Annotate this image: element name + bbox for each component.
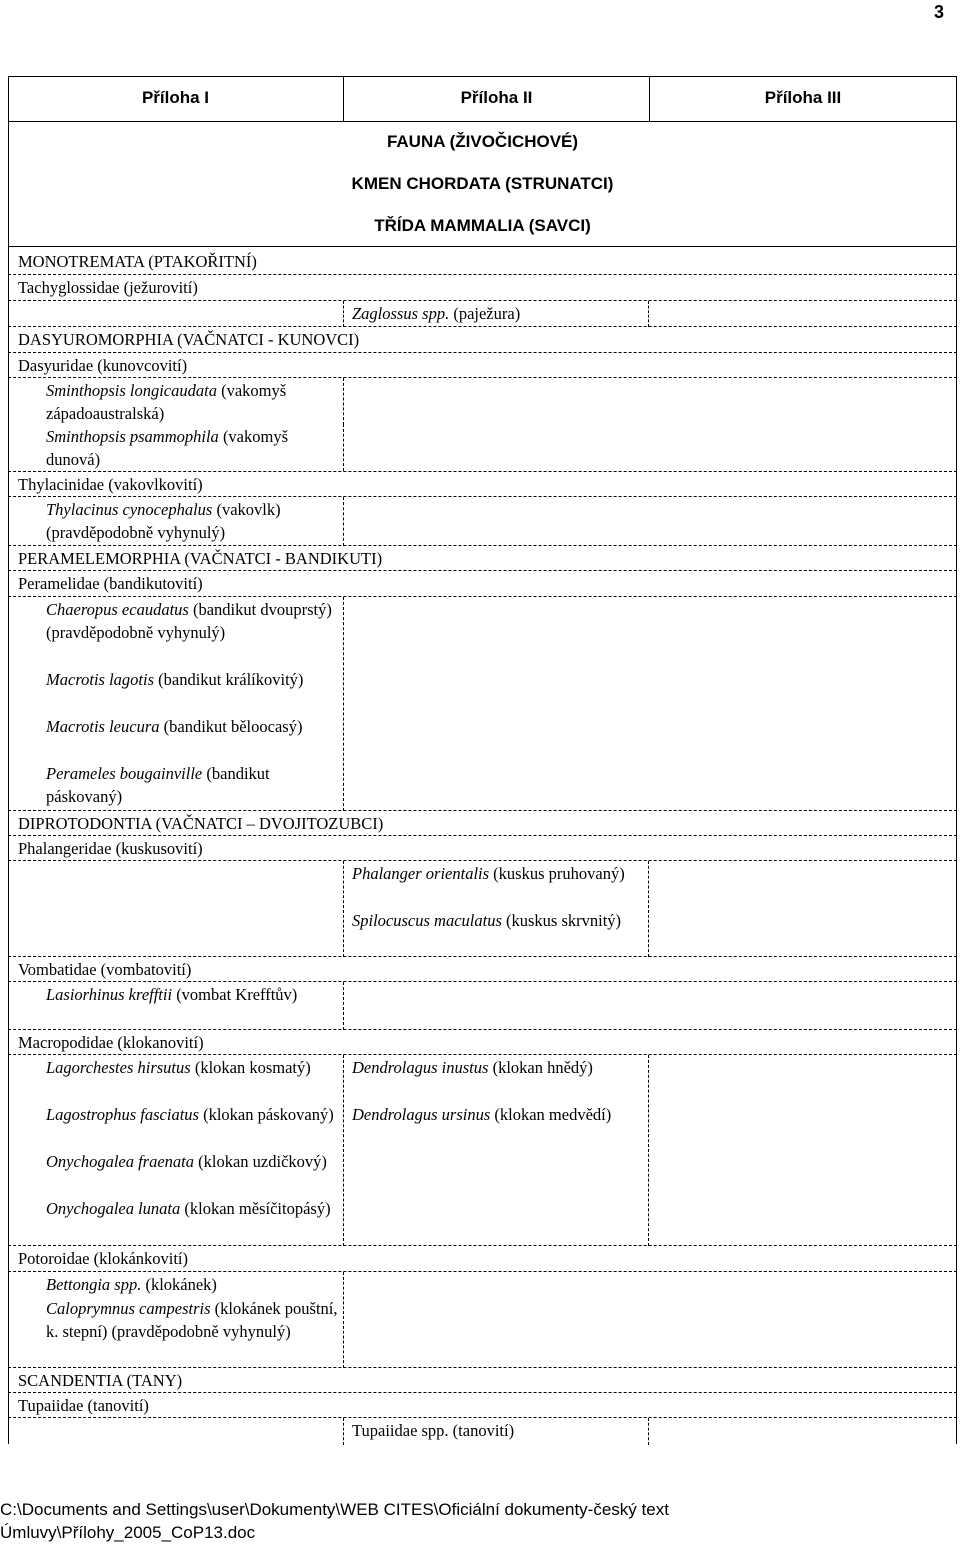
species-entry: Sminthopsis psammophila (vakomyš dunová)	[46, 427, 289, 469]
order-name: PERAMELEMORPHIA (VAČNATCI - BANDIKUTI)	[18, 549, 383, 568]
footer-line: Úmluvy\Přílohy_2005_CoP13.doc	[0, 1523, 256, 1542]
table-row	[8, 326, 957, 353]
family-name: Potoroidae (klokánkovití)	[18, 1249, 189, 1268]
table-row	[8, 860, 957, 957]
species-entry: Bettongia spp. (klokánek)	[46, 1275, 217, 1294]
table-row	[8, 1029, 957, 1055]
header-border-bottom	[8, 121, 957, 122]
title-fauna: FAUNA (ŽIVOČICHOVÉ)	[386, 132, 579, 151]
species-entry: Dendrolagus ursinus (klokan medvědí)	[352, 1105, 612, 1124]
order-name: MONOTREMATA (PTAKOŘITNÍ)	[18, 252, 257, 271]
species-entry: Lasiorhinus krefftii (vombat Krefftův)	[46, 985, 298, 1004]
family-name: Thylacinidae (vakovlkovití)	[18, 475, 203, 494]
family-name: Vombatidae (vombatovití)	[18, 960, 192, 979]
table-row	[8, 981, 957, 1030]
table-row	[8, 1054, 957, 1246]
table-row	[8, 545, 957, 571]
page-number: 3	[934, 2, 945, 22]
species-entry: Onychogalea lunata (klokan měsíčitopásý)	[46, 1199, 331, 1218]
footer-line: C:\Documents and Settings\user\Dokumenty\WEB CITES\Oficiální dokumenty-český text	[0, 1500, 669, 1519]
title-phylum: KMEN CHORDATA (STRUNATCI)	[351, 174, 614, 193]
table-row	[8, 471, 957, 497]
species-entry: Spilocuscus maculatus (kuskus skrvnitý)	[352, 911, 622, 930]
table-border-top	[8, 76, 957, 77]
table-row	[8, 1271, 957, 1368]
table-row	[8, 570, 957, 597]
table-row	[8, 496, 957, 546]
species-entry: Perameles bougainville (bandikut páskovaný)	[46, 764, 270, 806]
species-entry: Lagostrophus fasciatus (klokan páskovaný)	[46, 1105, 334, 1124]
section-divider	[8, 246, 957, 247]
species-entry: Phalanger orientalis (kuskus pruhovaný)	[352, 864, 625, 883]
family-name: Macropodidae (klokanovití)	[18, 1033, 204, 1052]
order-name: DASYUROMORPHIA (VAČNATCI - KUNOVCI)	[18, 330, 360, 349]
family-name: Tupaiidae (tanovití)	[18, 1396, 149, 1415]
table-row	[8, 810, 957, 836]
species-entry: Zaglossus spp. (pаježura)	[352, 304, 521, 323]
header-appendix-2: Příloha II	[460, 88, 533, 107]
family-name: Peramelidae (bandikutovití)	[18, 574, 203, 593]
species-entry: Onychogalea fraenata (klokan uzdičkový)	[46, 1152, 327, 1171]
order-name: SCANDENTIA (TANY)	[18, 1371, 183, 1390]
table-row	[8, 300, 957, 327]
table-row	[8, 1392, 957, 1418]
species-entry: Sminthopsis longicaudata (vakomyš západoaustralská)	[46, 381, 287, 423]
table-row	[8, 1245, 957, 1272]
species-entry: Tupaiidae spp. (tanovití)	[352, 1421, 515, 1440]
table-row	[8, 274, 957, 301]
species-entry: Dendrolagus inustus (klokan hnědý)	[352, 1058, 593, 1077]
species-entry: Macrotis lagotis (bandikut králíkovitý)	[46, 670, 304, 689]
species-entry: Macrotis leucura (bandikut běloocasý)	[46, 717, 303, 736]
species-entry: Chaeropus ecaudatus (bandikut dvouprstý) (pravděpodobně vyhynulý)	[46, 600, 332, 642]
table-row	[8, 352, 957, 378]
species-entry: Thylacinus cynocephalus (vakovlk) (pravděpodobně vyhynulý)	[46, 500, 281, 542]
table-row	[8, 249, 957, 274]
table-row	[8, 1367, 957, 1393]
order-name: DIPROTODONTIA (VAČNATCI – DVOJITOZUBCI)	[18, 814, 384, 833]
footer-path	[0, 1498, 960, 1544]
family-name: Tachyglossidae (ježurovití)	[18, 278, 198, 297]
family-name: Phalangeridae (kuskusovití)	[18, 839, 203, 858]
family-name: Dasyuridae (kunovcovití)	[18, 356, 188, 375]
title-class: TŘÍDA MAMMALIA (SAVCI)	[374, 216, 591, 235]
species-entry: Lagorchestes hirsutus (klokan kosmatý)	[46, 1058, 311, 1077]
table-row	[8, 1417, 957, 1445]
header-appendix-3: Příloha III	[764, 88, 842, 107]
species-entry: Caloprymnus campestris (klokánek pouštní, k. stepní) (pravděpodobně vyhynulý)	[46, 1299, 338, 1341]
table-row	[8, 377, 957, 425]
table-row	[8, 424, 957, 471]
table-row	[8, 596, 957, 811]
table-row	[8, 835, 957, 861]
table-row	[8, 956, 957, 982]
header-appendix-1: Příloha I	[141, 88, 210, 107]
